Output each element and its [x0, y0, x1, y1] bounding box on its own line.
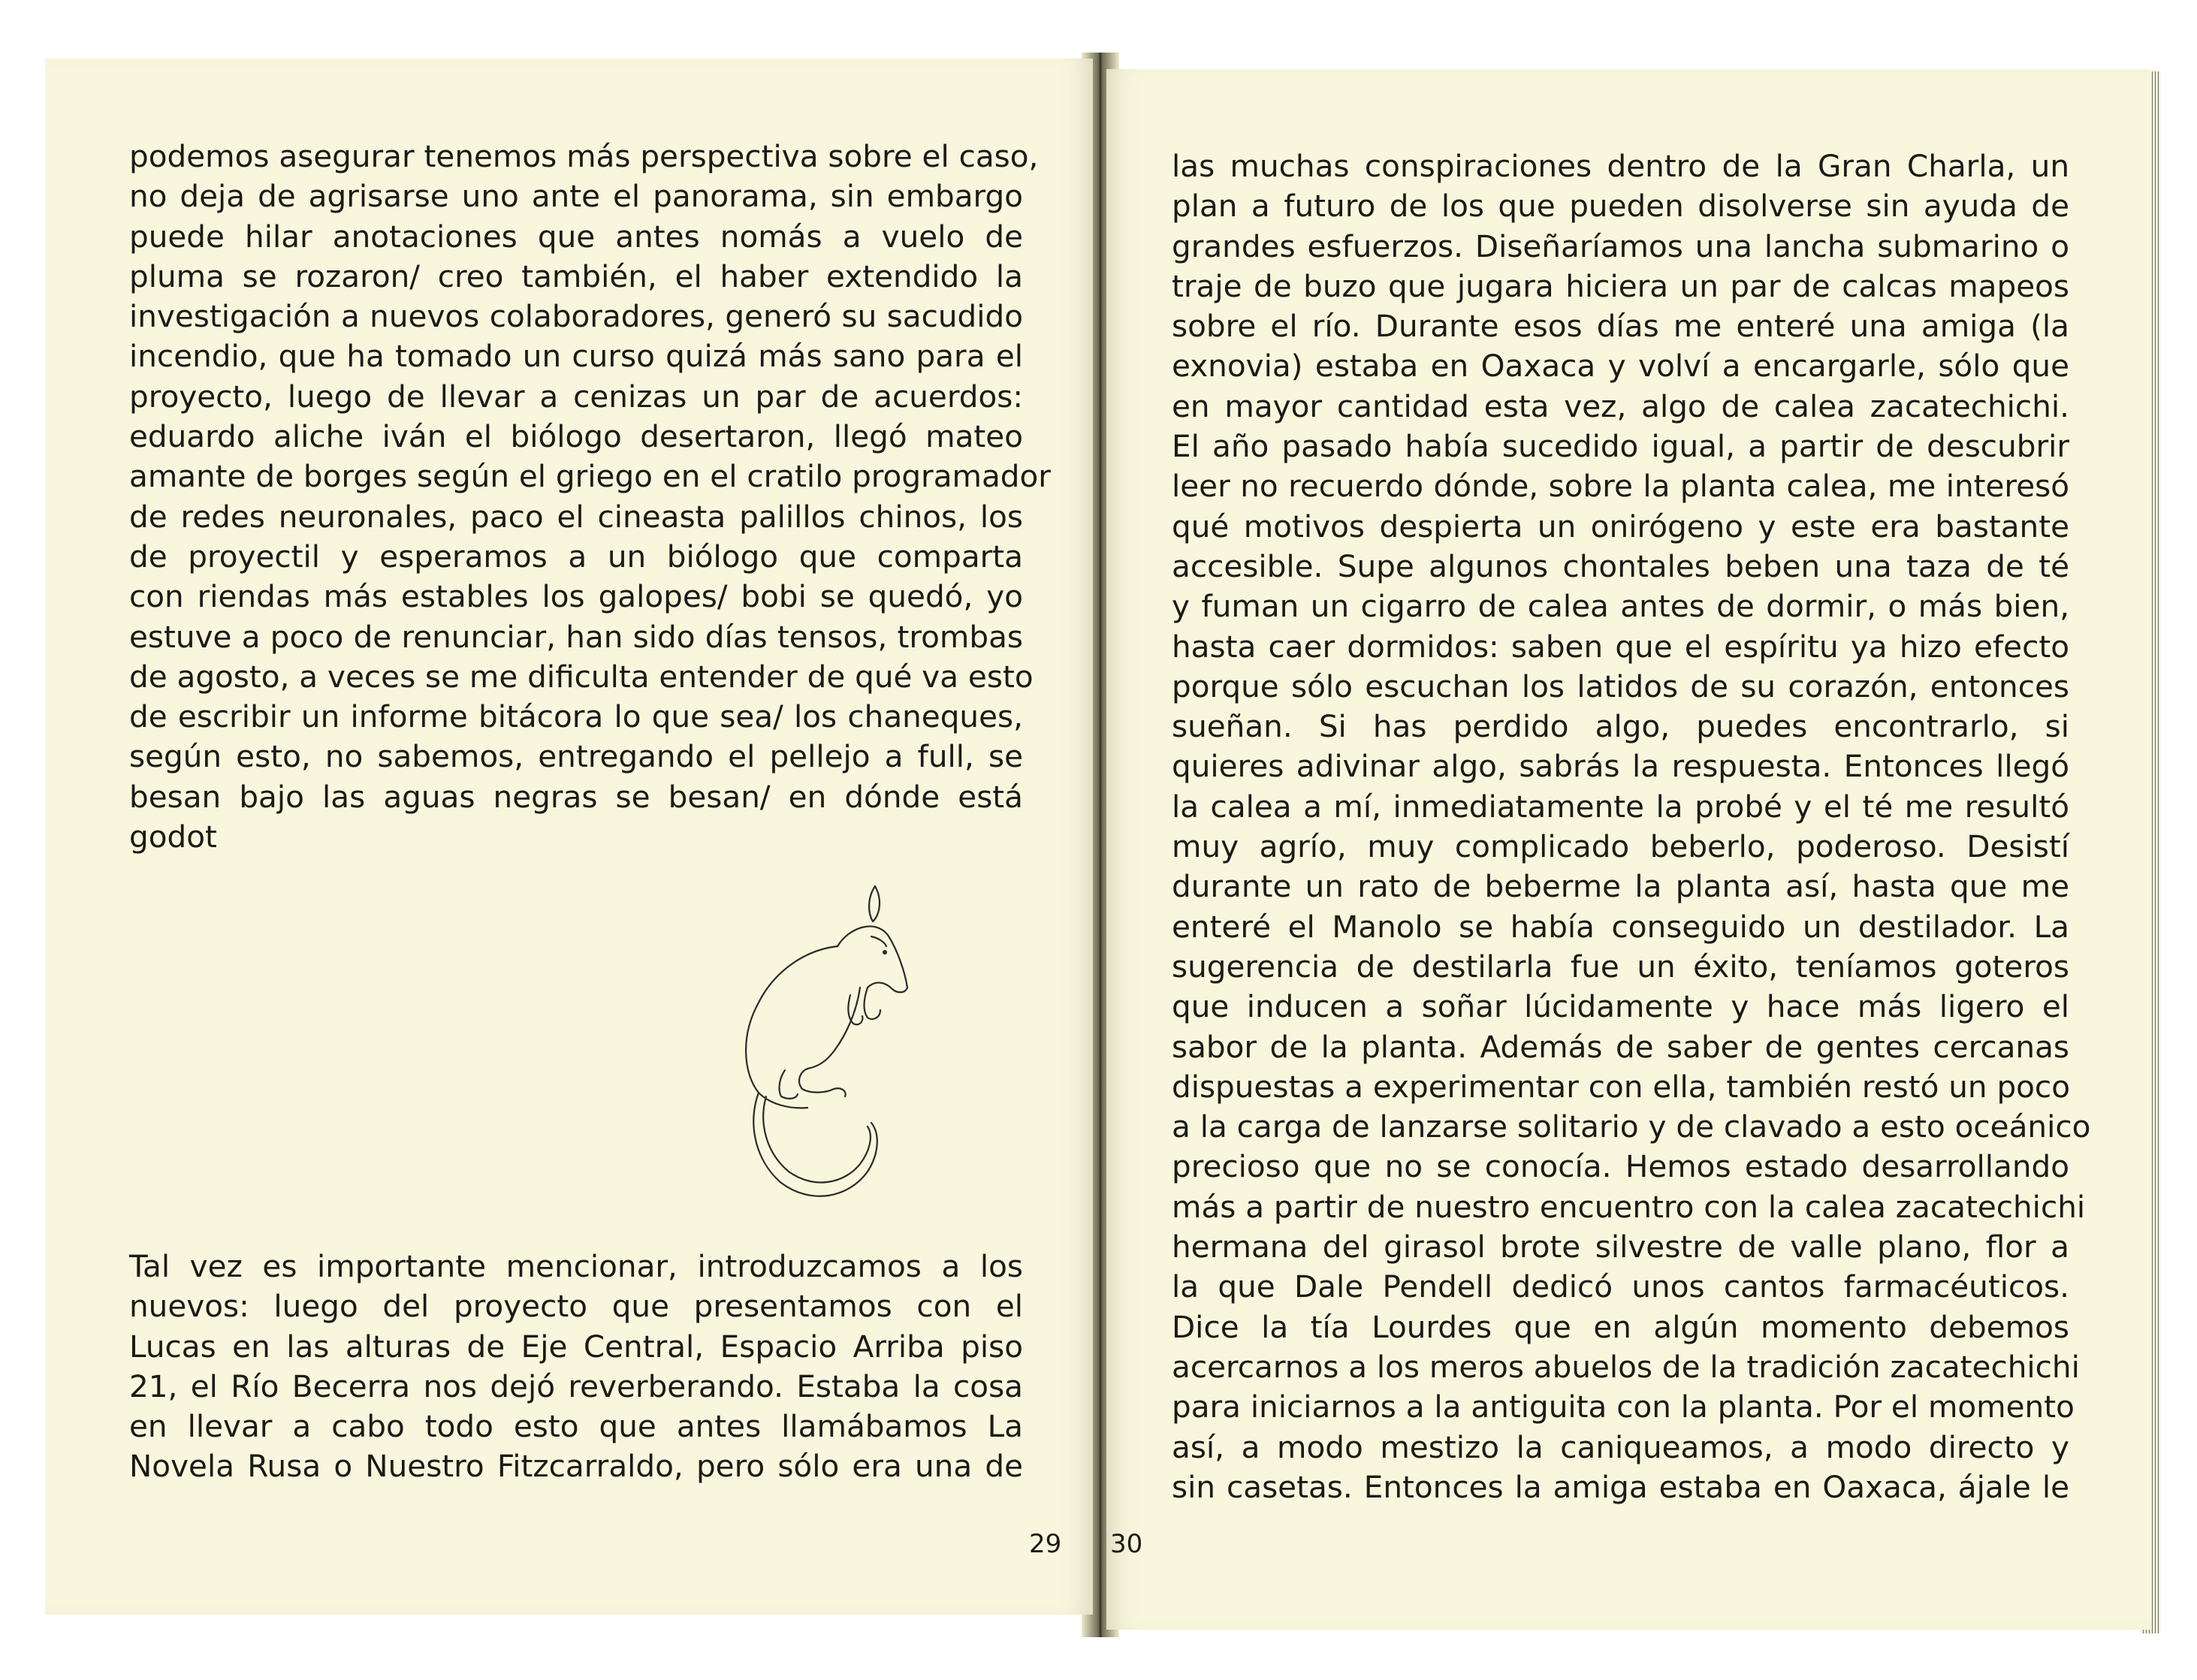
text-line: estuve a poco de renunciar, han sido días tensos, trombas — [129, 618, 1023, 655]
text-line: de redes neuronales, paco el cineasta palillos chinos, los — [129, 498, 1023, 535]
text-line: plan a futuro de los que pueden disolverse sin ayuda de — [1172, 188, 2069, 225]
text-line: dispuestas a experimentar con ella, también restó un poco — [1172, 1068, 2070, 1105]
text-line: amante de borges según el griego en el cratilo programador — [129, 458, 1051, 495]
text-line: y fuman un cigarro de calea antes de dormir, o más bien, — [1172, 588, 2069, 625]
text-line: godot — [129, 819, 217, 855]
text-line: El año pasado había sucedido igual, a partir de descubrir — [1172, 428, 2069, 465]
text-line: más a partir de nuestro encuentro con la calea zacatechichi — [1172, 1188, 2086, 1225]
text-line: muy agrío, muy complicado beberlo, poderoso. Desistí — [1172, 828, 2069, 865]
text-line: precioso que no se conocía. Hemos estado desarrollando — [1172, 1148, 2069, 1185]
text-line: porque sólo escuchan los latidos de su corazón, entonces — [1172, 668, 2069, 704]
text-line: durante un rato de beberme la planta así, hasta que me — [1172, 868, 2069, 905]
text-line: 21, el Río Becerra nos dejó reverberando. Estaba la cosa — [129, 1368, 1023, 1404]
text-line: traje de buzo que jugara hiciera un par de calcas mapeos — [1172, 267, 2069, 304]
text-line: pluma se rozaron/ creo también, el haber extendido la — [129, 258, 1023, 294]
text-line: qué motivos despierta un onirógeno y este era bastante — [1172, 508, 2069, 544]
left-page-text-bottom — [129, 1247, 1023, 1487]
text-line: accesible. Supe algunos chontales beben una taza de té — [1172, 547, 2069, 584]
text-line: las muchas conspiraciones dentro de la Gran Charla, un — [1172, 148, 2069, 184]
text-line: a la carga de lanzarse solitario y de clavado a esto oceánico — [1172, 1108, 2091, 1145]
text-line: no deja de agrisarse uno ante el panorama, sin embargo — [129, 178, 1023, 215]
text-line: nuevos: luego del proyecto que presentamos con el — [129, 1288, 1023, 1325]
text-line: en mayor cantidad esta vez, algo de calea zacatechichi. — [1172, 388, 2069, 424]
text-line: incendio, que ha tomado un curso quizá más sano para el — [129, 338, 1023, 375]
text-line: enteré el Manolo se había conseguido un destilador. La — [1172, 908, 2069, 945]
text-line: Lucas en las alturas de Eje Central, Espacio Arriba piso — [129, 1328, 1023, 1365]
text-line: podemos asegurar tenemos más perspectiva sobre el caso, — [129, 138, 1039, 174]
text-line: investigación a nuevos colaboradores, generó su sacudido — [129, 298, 1023, 335]
text-line: hasta caer dormidos: saben que el espíritu ya hizo efecto — [1172, 628, 2069, 665]
rat-illustration — [714, 875, 909, 1213]
text-line: quieres adivinar algo, sabrás la respuesta. Entonces llegó — [1172, 748, 2069, 785]
left-page-text-top — [129, 137, 1051, 857]
text-line: con riendas más estables los galopes/ bobi se quedó, yo — [129, 578, 1023, 615]
text-line: sueñan. Si has perdido algo, puedes encontrarlo, si — [1172, 708, 2069, 745]
page-number-right: 30 — [1110, 1529, 1143, 1559]
text-line: puede hilar anotaciones que antes nomás a vuelo de — [129, 218, 1023, 255]
text-line: acercarnos a los meros abuelos de la tradición zacatechichi — [1172, 1348, 2080, 1385]
text-line: así, a modo mestizo la caniqueamos, a modo directo y — [1172, 1428, 2069, 1465]
text-line: la que Dale Pendell dedicó unos cantos farmacéuticos. — [1172, 1268, 2069, 1305]
text-line: de agosto, a veces se me dificulta entender de qué va esto — [129, 658, 1034, 695]
text-line: de escribir un informe bitácora lo que sea/ los chaneques, — [129, 698, 1023, 735]
text-line: sobre el río. Durante esos días me enteré una amiga (la — [1172, 308, 2069, 345]
text-line: eduardo aliche iván el biólogo desertaron, llegó mateo — [129, 418, 1023, 455]
text-line: proyecto, luego de llevar a cenizas un par de acuerdos: — [129, 378, 1023, 415]
text-line: sin casetas. Entonces la amiga estaba en Oaxaca, ájale le — [1172, 1468, 2069, 1505]
text-line: de proyectil y esperamos a un biólogo que comparta — [129, 538, 1023, 575]
text-line: la calea a mí, inmediatamente la probé y el té me resultó — [1172, 788, 2069, 825]
text-line: Tal vez es importante mencionar, introduzcamos a los — [129, 1248, 1023, 1284]
text-line: leer no recuerdo dónde, sobre la planta calea, me interesó — [1172, 468, 2069, 505]
text-line: que inducen a soñar lúcidamente y hace más ligero el — [1172, 988, 2069, 1025]
text-line: grandes esfuerzos. Diseñaríamos una lancha submarino o — [1172, 228, 2069, 264]
text-line: besan bajo las aguas negras se besan/ en dónde está — [129, 778, 1023, 815]
page-number-left: 29 — [1029, 1529, 1062, 1559]
text-line: en llevar a cabo todo esto que antes llamábamos La — [129, 1408, 1023, 1445]
text-line: sabor de la planta. Además de saber de gentes cercanas — [1172, 1028, 2069, 1065]
right-page-text — [1172, 146, 2091, 1507]
text-line: hermana del girasol brote silvestre de valle plano, flor a — [1172, 1229, 2069, 1265]
text-line: exnovia) estaba en Oaxaca y volví a encargarle, sólo que — [1172, 348, 2069, 385]
text-line: sugerencia de destilarla fue un éxito, teníamos goteros — [1172, 948, 2069, 985]
text-line: Novela Rusa o Nuestro Fitzcarraldo, pero sólo era una de — [129, 1448, 1023, 1485]
text-line: Dice la tía Lourdes que en algún momento debemos — [1172, 1308, 2069, 1345]
text-line: según esto, no sabemos, entregando el pellejo a full, se — [129, 738, 1023, 775]
text-line: para iniciarnos a la antiguita con la planta. Por el momento — [1172, 1389, 2075, 1425]
